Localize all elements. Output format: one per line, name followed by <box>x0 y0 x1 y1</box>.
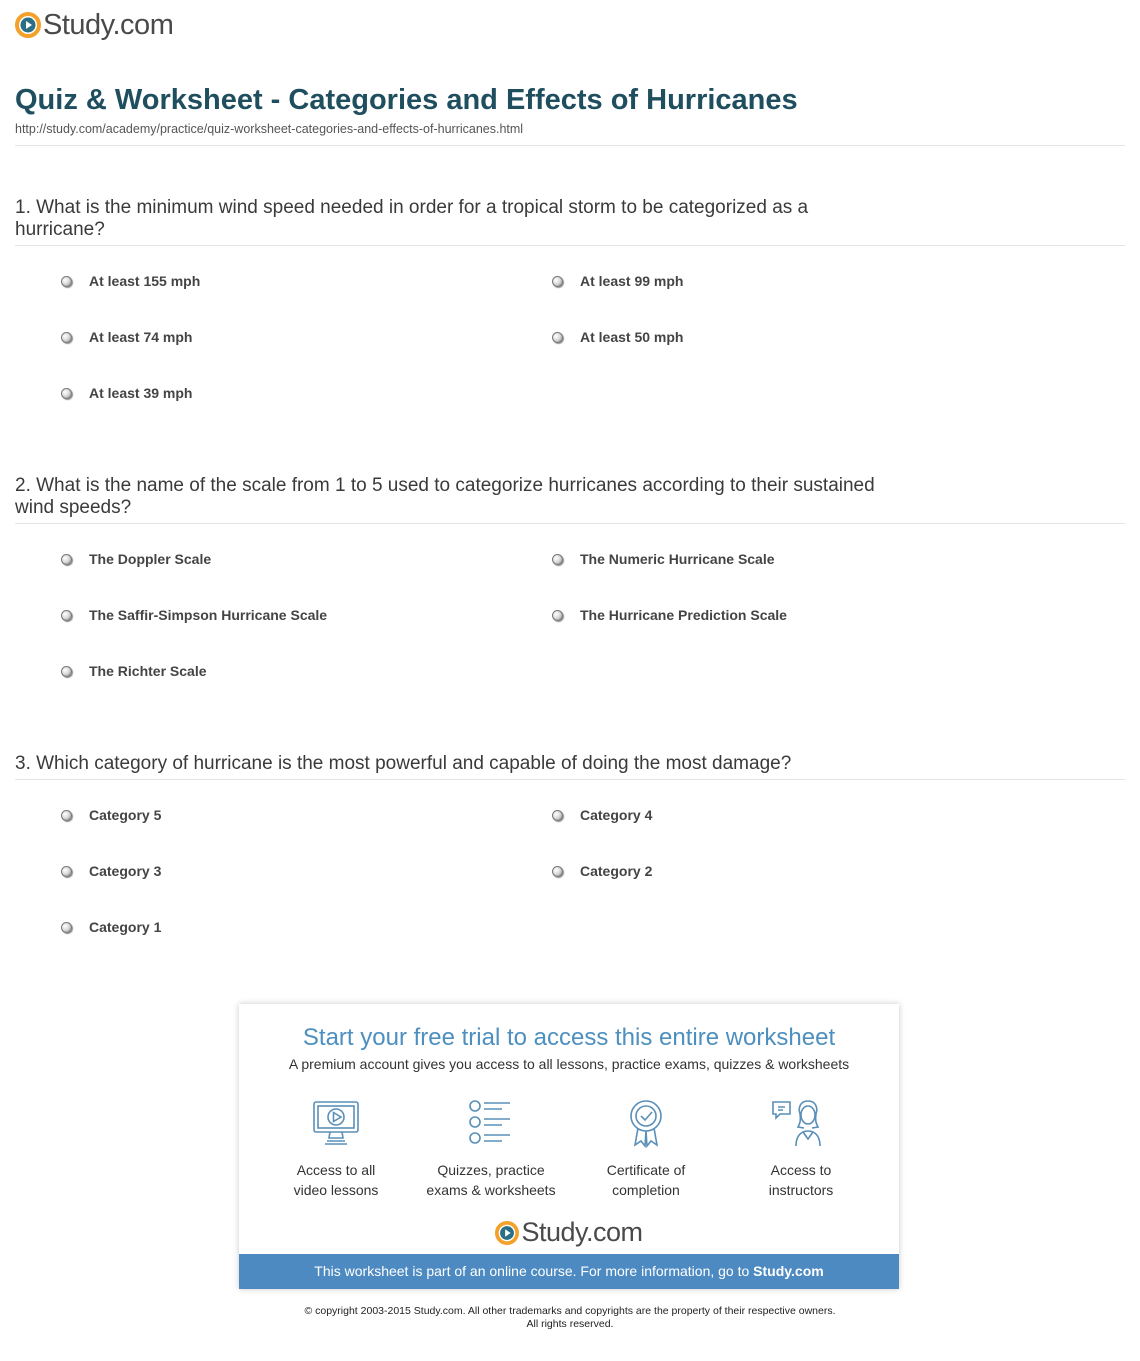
page-title: Quiz & Worksheet - Categories and Effects of Hurricanes <box>15 84 798 116</box>
feature-instructors-line2: instructors <box>768 1182 834 1198</box>
q1-option-e[interactable]: At least 39 mph <box>61 385 192 401</box>
copyright-text: © copyright 2003-2015 Study.com. All other trademarks and copyrights are the property of their respective owners. <box>304 1305 836 1317</box>
instructor-icon <box>770 1098 832 1148</box>
q3-option-d[interactable]: Category 2 <box>552 863 652 879</box>
radio-icon[interactable] <box>61 866 72 877</box>
divider <box>15 145 1125 146</box>
promo-logo[interactable] <box>239 1217 899 1248</box>
logo-text: Study.com <box>43 8 174 41</box>
play-circle-logo-icon <box>15 12 41 38</box>
q3-option-a[interactable]: Category 5 <box>61 807 161 823</box>
radio-icon[interactable] <box>61 332 72 343</box>
q1-option-b[interactable]: At least 99 mph <box>552 273 683 289</box>
study-link[interactable]: Study.com <box>753 1263 824 1279</box>
q1-option-c[interactable]: At least 74 mph <box>61 329 192 345</box>
course-info-bar <box>239 1254 899 1289</box>
promo-headline[interactable]: Start your free trial to access this entire worksheet <box>302 1024 836 1051</box>
feature-video-line1: Access to all <box>296 1162 376 1178</box>
radio-icon[interactable] <box>61 666 72 677</box>
feature-quizzes <box>411 1098 571 1200</box>
q3-option-e[interactable]: Category 1 <box>61 919 161 935</box>
radio-icon[interactable] <box>552 866 563 877</box>
feature-quizzes-line1: Quizzes, practice <box>437 1162 545 1178</box>
page-url: http://study.com/academy/practice/quiz-worksheet-categories-and-effects-of-hurricanes.html <box>15 122 524 136</box>
feature-certificate <box>566 1098 726 1200</box>
divider <box>15 245 1125 246</box>
radio-icon[interactable] <box>61 554 72 565</box>
radio-icon[interactable] <box>552 276 563 287</box>
q2-option-c[interactable]: The Saffir-Simpson Hurricane Scale <box>61 607 327 623</box>
q1-option-a[interactable]: At least 155 mph <box>61 273 200 289</box>
q2-option-e[interactable]: The Richter Scale <box>61 663 207 679</box>
play-circle-logo-icon <box>495 1221 519 1245</box>
question-3-text: 3. Which category of hurricane is the most powerful and capable of doing the most damage? <box>15 753 792 774</box>
rights-text: All rights reserved. <box>526 1318 614 1330</box>
radio-icon[interactable] <box>61 810 72 821</box>
free-trial-promo <box>239 1004 899 1289</box>
video-lesson-icon <box>311 1098 361 1148</box>
q1-option-d[interactable]: At least 50 mph <box>552 329 683 345</box>
feature-quizzes-line2: exams & worksheets <box>426 1182 556 1198</box>
radio-icon[interactable] <box>61 610 72 621</box>
feature-certificate-line2: completion <box>612 1182 680 1198</box>
radio-icon[interactable] <box>552 810 563 821</box>
feature-instructors <box>721 1098 881 1200</box>
radio-icon[interactable] <box>552 610 563 621</box>
radio-icon[interactable] <box>552 332 563 343</box>
q2-option-d[interactable]: The Hurricane Prediction Scale <box>552 607 787 623</box>
feature-video-line2: video lessons <box>293 1182 379 1198</box>
course-info-text: This worksheet is part of an online course. For more information, go to <box>314 1263 754 1279</box>
feature-instructors-line1: Access to <box>770 1162 832 1178</box>
promo-subline: A premium account gives you access to all lessons, practice exams, quizzes & worksheets <box>288 1056 850 1072</box>
site-logo[interactable] <box>15 8 173 42</box>
radio-icon[interactable] <box>61 276 72 287</box>
q2-option-a[interactable]: The Doppler Scale <box>61 551 211 567</box>
question-2-text: 2. What is the name of the scale from 1 to 5 used to categorize hurricanes according to their sustained wind speeds? <box>15 475 875 518</box>
certificate-icon <box>621 1098 671 1148</box>
feature-video-lessons <box>256 1098 416 1200</box>
question-1-text: 1. What is the minimum wind speed needed in order for a tropical storm to be categorized as a hurricane? <box>15 197 809 240</box>
radio-icon[interactable] <box>61 922 72 933</box>
divider <box>15 523 1125 524</box>
feature-certificate-line1: Certificate of <box>606 1162 686 1178</box>
q2-option-b[interactable]: The Numeric Hurricane Scale <box>552 551 775 567</box>
q3-option-b[interactable]: Category 4 <box>552 807 652 823</box>
promo-logo-text: Study.com <box>521 1217 643 1247</box>
copyright-footer <box>0 1305 1140 1331</box>
radio-icon[interactable] <box>552 554 563 565</box>
radio-icon[interactable] <box>61 388 72 399</box>
quiz-list-icon <box>466 1098 516 1148</box>
q3-option-c[interactable]: Category 3 <box>61 863 161 879</box>
divider <box>15 779 1125 780</box>
